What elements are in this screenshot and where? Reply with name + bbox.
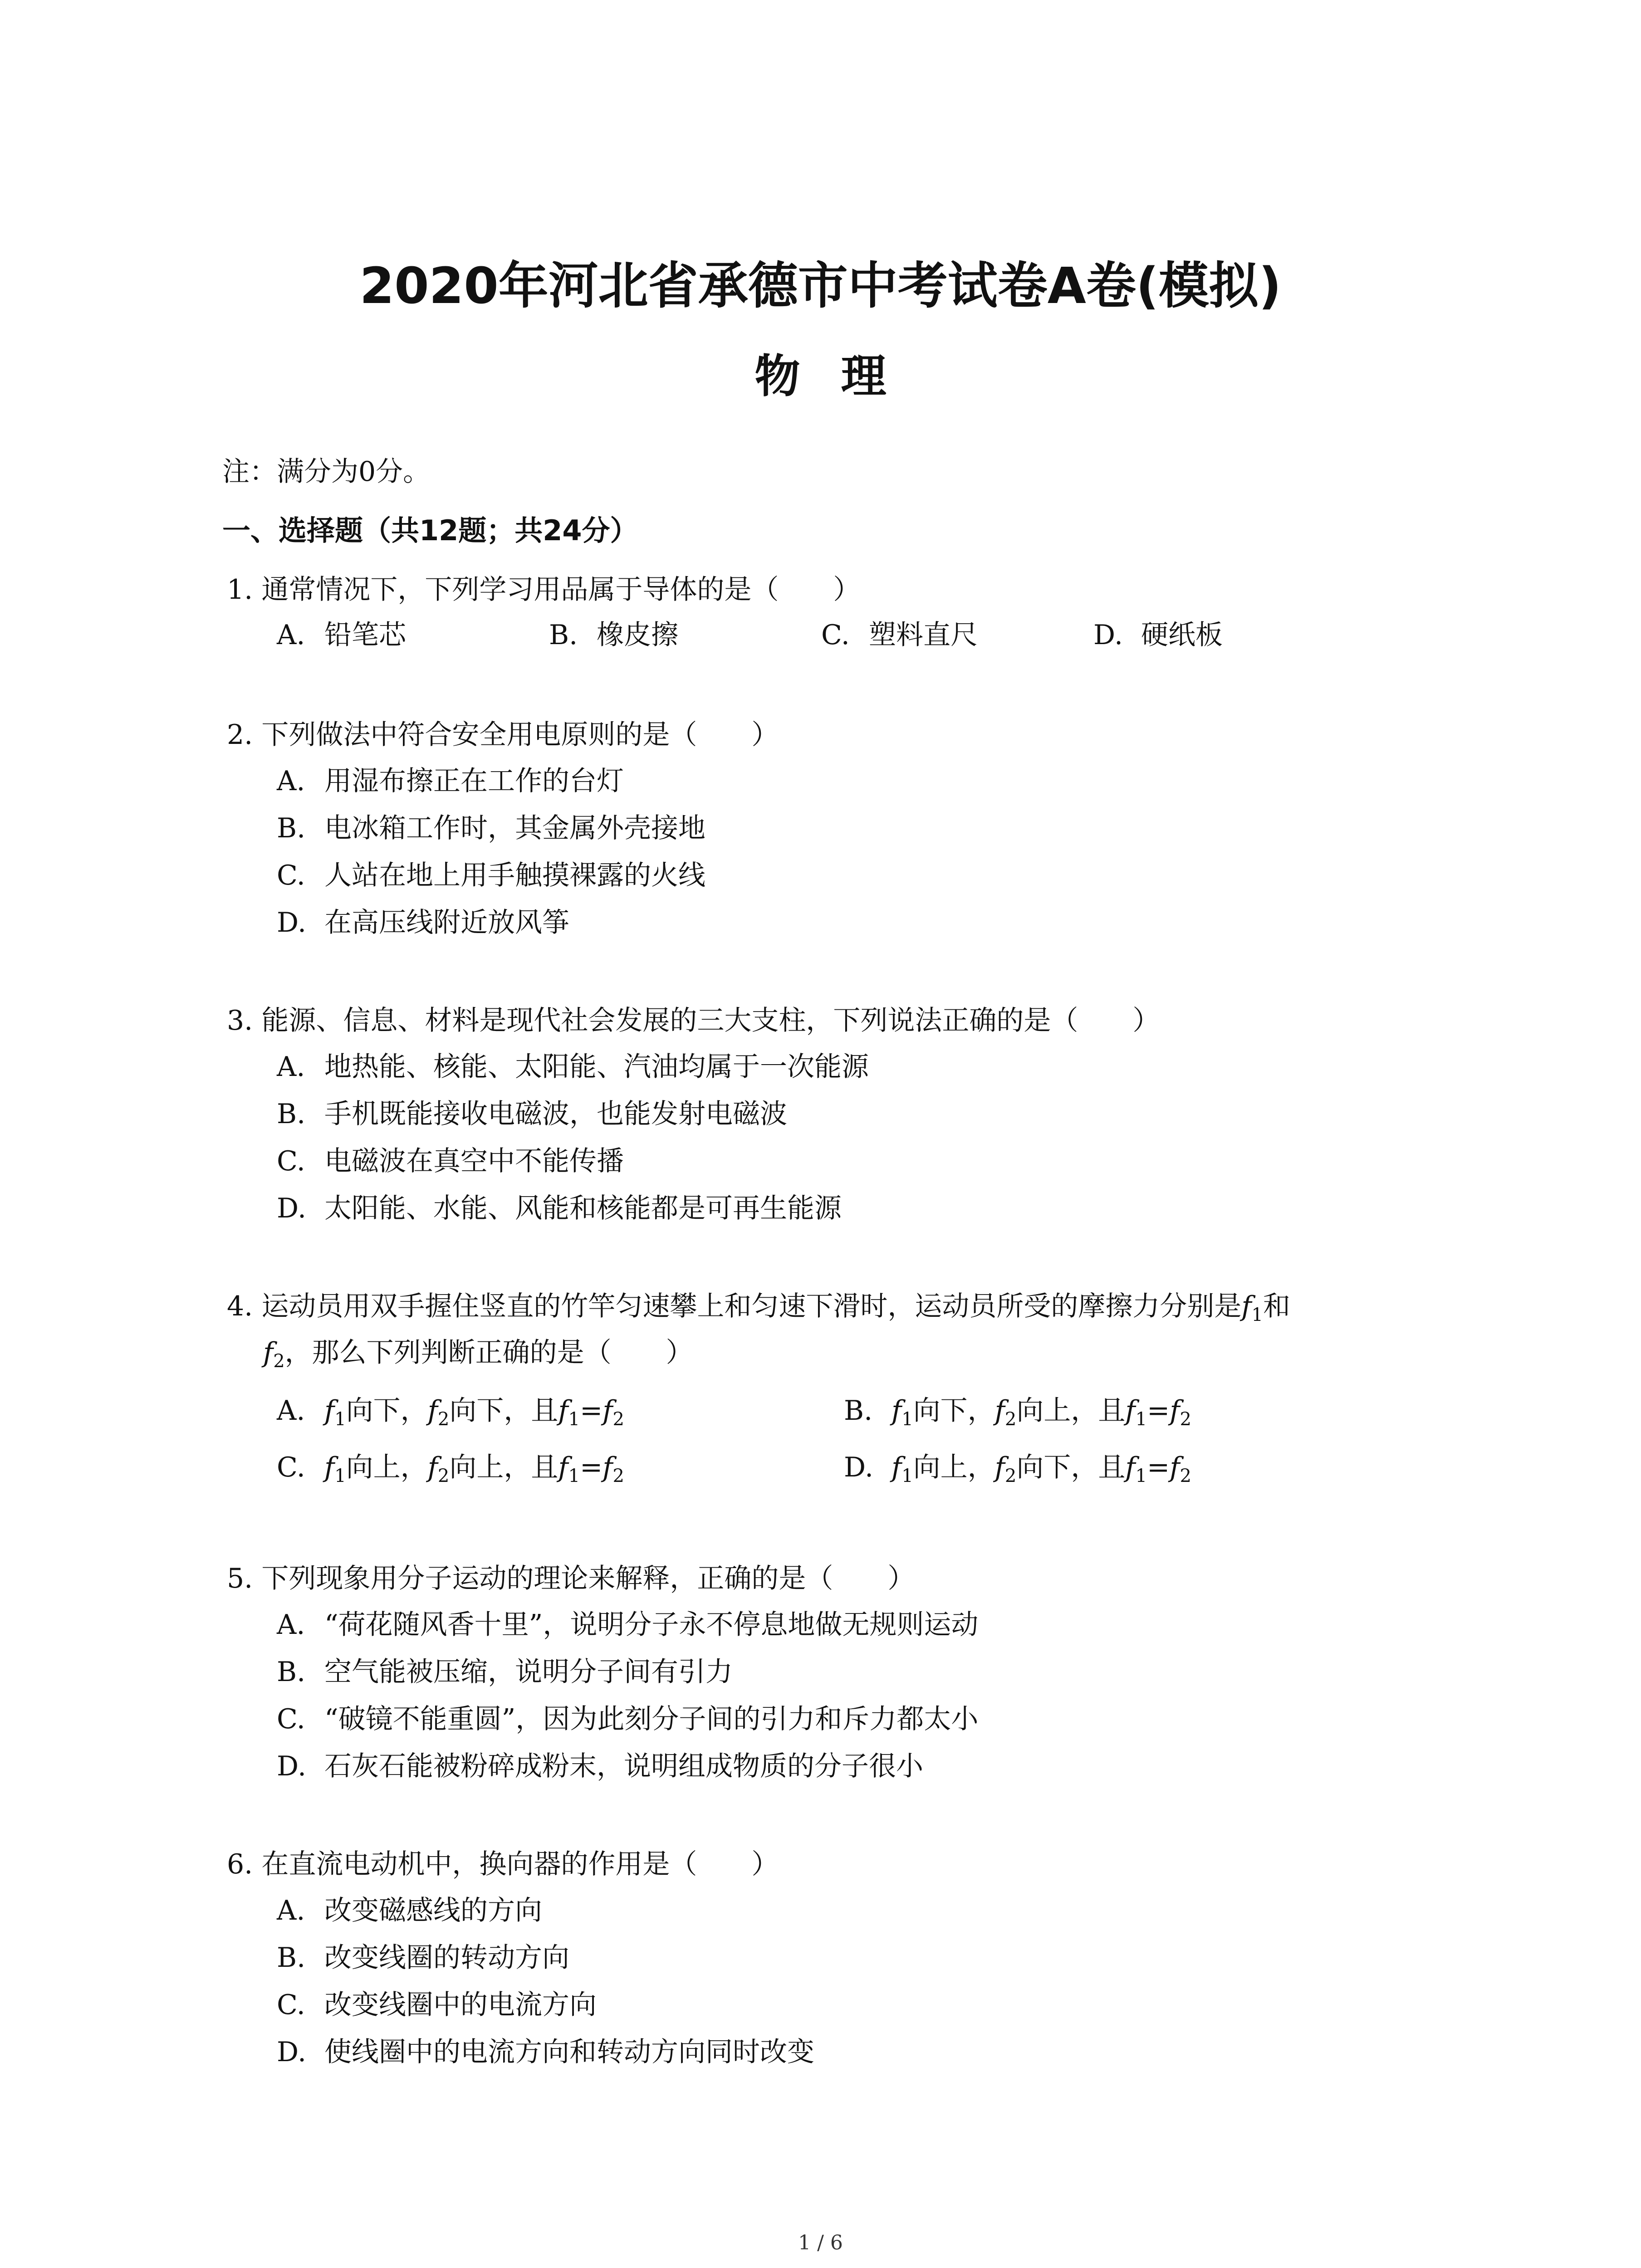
option-text: 在高压线附近放风筝	[324, 907, 569, 938]
question-stem: 6. 在直流电动机中，换向器的作用是（ ）	[227, 1848, 779, 1880]
option-letter: B.	[844, 1395, 873, 1427]
option-c	[277, 1143, 624, 1179]
equals-sign: =	[580, 1395, 603, 1427]
option-text: 电冰箱工作时，其金属外壳接地	[324, 812, 705, 844]
option-letter: A.	[277, 1051, 305, 1083]
option-d	[1093, 617, 1223, 653]
question-stem: 5. 下列现象用分子运动的理论来解释，正确的是（ ）	[227, 1563, 915, 1594]
option-d	[277, 1748, 923, 1784]
option-letter: B.	[277, 1942, 306, 1974]
option-letter: A.	[277, 1395, 305, 1427]
option-letter: D.	[277, 1193, 307, 1224]
option-d	[277, 2034, 814, 2070]
stem-text: ，那么下列判断正确的是（ ）	[284, 1337, 693, 1369]
option-text: 手机既能接收电磁波，也能发射电磁波	[324, 1098, 787, 1130]
friction-symbol: f	[558, 1452, 568, 1483]
subscript: 1	[901, 1409, 913, 1430]
subscript: 2	[1004, 1466, 1017, 1486]
option-letter: A.	[277, 1895, 305, 1926]
stem-text: 4. 运动员用双手握住竖直的竹竿匀速攀上和匀速下滑时，运动员所受的摩擦力分别是	[227, 1290, 1242, 1322]
option-a	[277, 763, 624, 799]
subscript: 2	[273, 1351, 285, 1372]
question-4	[227, 1288, 1290, 1371]
option-text: 向上，	[346, 1452, 428, 1483]
option-c	[277, 857, 705, 894]
friction-symbol: f	[1125, 1452, 1136, 1483]
option-text: 向上，且	[449, 1452, 558, 1483]
option-d	[844, 1449, 1191, 1486]
subscript: 2	[1004, 1409, 1017, 1430]
option-b	[277, 1096, 787, 1132]
option-b	[277, 810, 705, 846]
subscript: 2	[437, 1466, 450, 1486]
option-text: 改变线圈的转动方向	[324, 1942, 569, 1974]
equals-sign: =	[1147, 1395, 1170, 1427]
option-c	[277, 1987, 597, 2023]
option-letter: D.	[844, 1452, 874, 1483]
subscript: 1	[334, 1466, 346, 1486]
option-letter: D.	[277, 1750, 307, 1782]
question-5	[227, 1560, 915, 1597]
subscript: 2	[612, 1466, 624, 1486]
option-letter: B.	[549, 619, 578, 651]
score-note: 注：满分为0分。	[222, 456, 431, 488]
friction-symbol: f	[1170, 1395, 1180, 1427]
option-c	[277, 1449, 624, 1486]
friction-symbol: f	[892, 1452, 902, 1483]
option-text: 改变磁感线的方向	[324, 1895, 542, 1926]
subscript: 2	[1180, 1409, 1191, 1430]
option-text: 石灰石能被粉碎成粉末，说明组成物质的分子很小	[324, 1750, 923, 1782]
option-c	[277, 1701, 978, 1737]
option-letter: D.	[277, 2036, 307, 2068]
subscript: 1	[1135, 1409, 1147, 1430]
option-a	[277, 1049, 869, 1085]
option-letter: D.	[1093, 619, 1123, 651]
equals-sign: =	[1147, 1452, 1170, 1483]
stem-text: 和	[1263, 1290, 1290, 1322]
option-letter: C.	[277, 1703, 305, 1735]
question-3	[227, 1002, 1160, 1039]
option-d	[277, 1190, 842, 1227]
option-text: 用湿布擦正在工作的台灯	[324, 765, 624, 797]
option-letter: A.	[277, 1609, 305, 1641]
question-2	[227, 717, 779, 753]
option-b	[844, 1393, 1191, 1429]
option-letter: B.	[277, 812, 306, 844]
friction-symbol: f	[427, 1452, 438, 1483]
option-text: 太阳能、水能、风能和核能都是可再生能源	[324, 1193, 842, 1224]
option-letter: C.	[821, 619, 850, 651]
option-b	[277, 1940, 569, 1976]
friction-symbol: f	[324, 1395, 335, 1427]
question-stem: 3. 能源、信息、材料是现代社会发展的三大支柱，下列说法正确的是（ ）	[227, 1005, 1160, 1036]
option-text: “荷花随风香十里”，说明分子永不停息地做无规则运动	[324, 1609, 979, 1641]
option-letter: A.	[277, 765, 305, 797]
option-text: 向下，且	[1016, 1452, 1126, 1483]
option-text: 改变线圈中的电流方向	[324, 1989, 597, 2021]
option-a	[277, 1607, 978, 1643]
option-text: 向下，且	[449, 1395, 558, 1427]
option-text: 向下，	[346, 1395, 428, 1427]
friction-symbol: f	[1170, 1452, 1180, 1483]
option-text: 地热能、核能、太阳能、汽油均属于一次能源	[324, 1051, 869, 1083]
subscript: 1	[901, 1466, 913, 1486]
option-d	[277, 904, 569, 941]
option-text: 电磁波在真空中不能传播	[324, 1145, 624, 1177]
option-text: 塑料直尺	[869, 619, 978, 651]
friction-symbol: f	[263, 1337, 274, 1369]
option-text: 空气能被压缩，说明分子间有引力	[324, 1656, 733, 1688]
option-text: 向上，且	[1016, 1395, 1126, 1427]
section-heading: 一、选择题（共12题；共24分）	[222, 514, 638, 547]
friction-symbol: f	[324, 1452, 335, 1483]
subject-title: 物理	[754, 350, 927, 403]
question-1	[227, 572, 860, 608]
page-number: 1 / 6	[798, 2231, 843, 2254]
option-text: 硬纸板	[1141, 619, 1223, 651]
friction-symbol: f	[603, 1452, 613, 1483]
option-text: 向下，	[913, 1395, 995, 1427]
option-b	[277, 1654, 733, 1690]
subscript: 2	[1180, 1466, 1191, 1486]
option-text: 向上，	[913, 1452, 995, 1483]
friction-symbol: f	[558, 1395, 568, 1427]
friction-symbol: f	[994, 1395, 1005, 1427]
option-letter: C.	[277, 1989, 305, 2021]
friction-symbol: f	[603, 1395, 613, 1427]
option-a	[277, 617, 406, 653]
equals-sign: =	[580, 1452, 603, 1483]
option-text: 铅笔芯	[324, 619, 406, 651]
subscript: 2	[437, 1409, 450, 1430]
question-stem: 1. 通常情况下，下列学习用品属于导体的是（ ）	[227, 574, 861, 606]
friction-symbol: f	[994, 1452, 1005, 1483]
option-c	[821, 617, 978, 653]
friction-symbol: f	[1241, 1290, 1252, 1322]
document-title: 2020年河北省承德市中考试卷A卷(模拟)	[359, 257, 1282, 315]
option-b	[549, 617, 678, 653]
option-text: “破镜不能重圆”，因为此刻分子间的引力和斥力都太小	[324, 1703, 979, 1735]
question-stem-continued	[227, 1334, 1290, 1371]
subscript: 1	[334, 1409, 346, 1430]
option-text: 使线圈中的电流方向和转动方向同时改变	[324, 2036, 814, 2068]
subscript: 1	[568, 1409, 580, 1430]
question-stem: 2. 下列做法中符合安全用电原则的是（ ）	[227, 719, 779, 751]
friction-symbol: f	[427, 1395, 438, 1427]
friction-symbol: f	[892, 1395, 902, 1427]
option-a	[277, 1393, 624, 1429]
option-letter: C.	[277, 1145, 305, 1177]
option-text: 橡皮擦	[597, 619, 678, 651]
option-letter: B.	[277, 1098, 306, 1130]
option-letter: D.	[277, 907, 307, 938]
subscript: 1	[1135, 1466, 1147, 1486]
option-letter: B.	[277, 1656, 306, 1688]
friction-symbol: f	[1125, 1395, 1136, 1427]
subscript: 1	[568, 1466, 580, 1486]
question-6	[227, 1846, 779, 1882]
option-letter: A.	[277, 619, 305, 651]
option-letter: C.	[277, 1452, 305, 1483]
option-text: 人站在地上用手触摸裸露的火线	[324, 860, 705, 891]
option-letter: C.	[277, 860, 305, 891]
option-a	[277, 1892, 542, 1929]
subscript: 1	[1251, 1305, 1263, 1325]
subscript: 2	[612, 1409, 624, 1430]
question-stem	[227, 1288, 1290, 1325]
